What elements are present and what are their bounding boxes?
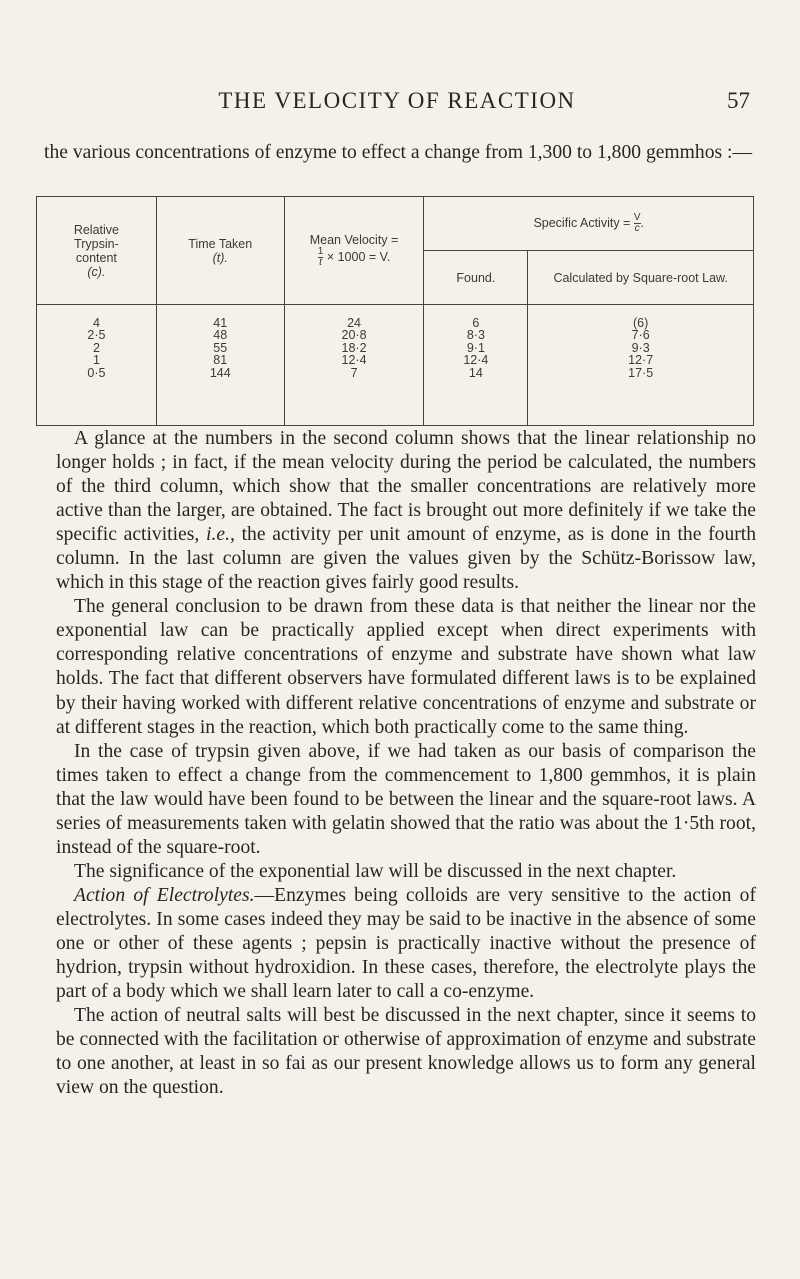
header-relative-trypsin-content: Relative Trypsin- content (c).: [37, 197, 157, 305]
header-found: Found.: [424, 251, 528, 305]
header-calculated-square-root-law: Calculated by Square-root Law.: [528, 251, 754, 305]
column-t-values: 41 48 55 81 144: [156, 305, 284, 426]
body-text: [56, 427, 756, 1100]
paragraph-3: In the case of trypsin given above, if we had taken as our basis of comparison the times taken to effect a change from the commencement to 1,800 gemmhos, it is plain that the law would have been found to be between the linear and the square-root laws. A series of measurements taken with gelatin showed that the ratio was about the 1·5th root, instead of the square-root.: [56, 740, 756, 858]
column-v-values: 24 20·8 18·2 12·4 7: [284, 305, 424, 426]
paragraph-4: The significance of the exponential law will be discussed in the next chapter.: [74, 860, 677, 882]
trypsin-data-table: [36, 196, 754, 426]
header-mean-velocity: Mean Velocity = $\frac{1}{t}$ × 1000 = V.: [284, 197, 424, 305]
running-title: THE VELOCITY OF REACTION: [218, 88, 576, 113]
column-c-values: 4 2·5 2 1 0·5: [37, 305, 157, 426]
page-header: [44, 88, 750, 118]
paragraph-1: A glance at the numbers in the second column shows that the linear relationship no longer holds ; in fact, if the mean velocity during the period be calculated, the numbers of the third column, which show that the smaller concentrations are relatively more active than the larger, are obtained. The fact is brought out more definitely if we take the specific activities, i.e., the activity per unit amount of enzyme, as is done in the fourth column. In the last column are given the values given by the Schütz-Borissow law, which in this stage of the reaction gives fairly good results.: [56, 428, 757, 594]
header-time-taken: Time Taken (t).: [156, 197, 284, 305]
page-number: 57: [727, 88, 750, 113]
paragraph-6: The action of neutral salts will best be discussed in the next chapter, since it seems to be connected with the facilitation or otherwise of approximation of enzyme and substrate to one another, at least in so fai as our present knowledge allows us to form any general view on the question.: [56, 1005, 756, 1099]
section-heading-action-of-electrolytes: Action of Electrolytes.: [74, 884, 255, 906]
paragraph-2: The general conclusion to be drawn from these data is that neither the linear nor the exponential law can be practically applied except when direct experiments with corresponding relative concentrations of enzyme and substrate have shown what law holds. The fact that different observers have formulated different laws is to be explained by their having worked with different relative concentrations of enzyme and substrate or at different stages in the reaction, which both practically come to the same thing.: [56, 596, 756, 738]
header-specific-activity: Specific Activity = $\frac{V}{c}$ .: [424, 197, 754, 251]
paragraph-5: Action of Electrolytes.—Enzymes being colloids are very sensitive to the action of electrolytes. In some cases indeed they may be said to be inactive in the absence of some one or other of these agents ; pepsin is practically inactive without the presence of hydrion, trypsin without hydroxidion. In these cases, therefore, the electrolyte plays the part of a body which we shall learn later to call a co-enzyme.: [56, 884, 756, 1003]
column-found-values: 6 8·3 9·1 12·4 14: [424, 305, 528, 426]
intro-text: the various concentrations of enzyme to effect a change from 1,300 to 1,800 gemmhos :—: [44, 142, 753, 163]
column-calculated-values: (6) 7·6 9·3 12·7 17·5: [528, 305, 754, 426]
